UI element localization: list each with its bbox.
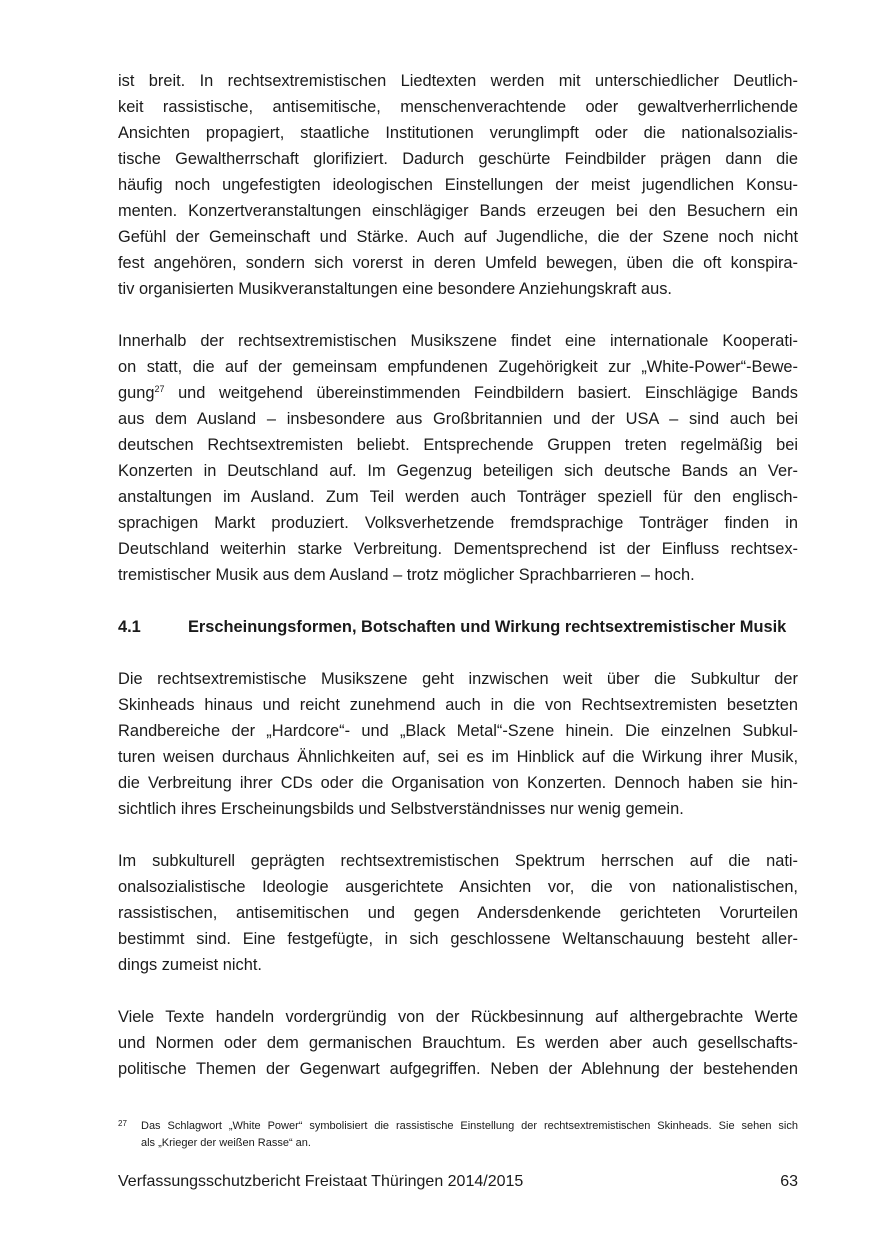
text-line: on statt, die auf der gemeinsam empfundenen Zugehörigkeit zur „White-Power“-Bewe- xyxy=(118,358,798,376)
text-line: Viele Texte handeln vordergründig von der Rückbesinnung auf althergebrachte Werte xyxy=(118,1008,798,1026)
text-line: Die rechtsextremistische Musikszene geht inzwischen weit über die Subkultur der xyxy=(118,670,798,688)
section-title: Erscheinungsformen, Botschaften und Wirkung rechtsextremistischer Musik xyxy=(188,618,787,636)
paragraph-1 xyxy=(118,68,798,302)
text-line: bestimmt sind. Eine festgefügte, in sich geschlossene Weltanschauung besteht aller- xyxy=(118,930,798,948)
text-line: Konzerten in Deutschland auf. Im Gegenzug beteiligen sich deutsche Bands an Ver- xyxy=(118,462,798,480)
text-line: sichtlich ihres Erscheinungsbilds und Selbstverständnisses nur wenig gemein. xyxy=(118,800,684,818)
text-fragment: und weitgehend übereinstimmenden Feindbildern basiert. Einschlägige Bands xyxy=(178,384,798,402)
text-line: und Normen oder dem germanischen Brauchtum. Es werden aber auch gesellschafts- xyxy=(118,1034,798,1052)
text-line: die Verbreitung ihrer CDs oder die Organisation von Konzerten. Dennoch haben sie hin- xyxy=(118,774,798,792)
footnote-line: als „Krieger der weißen Rasse“ an. xyxy=(141,1137,311,1149)
section-number: 4.1 xyxy=(118,618,141,636)
text-line: tremistischer Musik aus dem Ausland – trotz möglicher Sprachbarrieren – hoch. xyxy=(118,566,695,584)
text-line: Innerhalb der rechtsextremistischen Musikszene findet eine internationale Kooperati- xyxy=(118,332,798,350)
footnote-text xyxy=(141,1118,798,1152)
paragraph-2 xyxy=(118,328,798,588)
text-line: politische Themen der Gegenwart aufgegriffen. Neben der Ablehnung der bestehenden xyxy=(118,1060,798,1078)
text-line-with-footnote xyxy=(118,380,798,406)
paragraph-3 xyxy=(118,666,798,822)
footnote-number: 27 xyxy=(118,1119,127,1128)
text-line: keit rassistische, antisemitische, menschenverachtende oder gewaltverherrlichende xyxy=(118,98,798,116)
footer-title: Verfassungsschutzbericht Freistaat Thüringen 2014/2015 xyxy=(118,1173,524,1190)
text-line: Randbereiche der „Hardcore“- und „Black Metal“-Szene hinein. Die einzelnen Subkul- xyxy=(118,722,798,740)
text-line: rassistischen, antisemitischen und gegen Andersdenkende gerichteten Vorurteilen xyxy=(118,904,798,922)
text-line: aus dem Ausland – insbesondere aus Großbritannien und der USA – sind auch bei xyxy=(118,410,798,428)
text-line: tische Gewaltherrschaft glorifiziert. Dadurch geschürte Feindbilder prägen dann die xyxy=(118,150,798,168)
text-line: Deutschland weiterhin starke Verbreitung. Dementsprechend ist der Einfluss rechtsex- xyxy=(118,540,798,558)
text-line: Ansichten propagiert, staatliche Institutionen verunglimpft oder die nationalsozialis- xyxy=(118,124,798,142)
text-line: onalsozialistische Ideologie ausgerichtete Ansichten vor, die von nationalistischen, xyxy=(118,878,798,896)
page-number: 63 xyxy=(780,1173,798,1190)
text-fragment: gung xyxy=(118,384,155,402)
text-line: turen weisen durchaus Ähnlichkeiten auf, sei es im Hinblick auf die Wirkung ihrer Musik, xyxy=(118,748,798,766)
text-line: menten. Konzertveranstaltungen einschlägiger Bands erzeugen bei den Besuchern ein xyxy=(118,202,798,220)
section-heading xyxy=(118,614,798,640)
text-line: deutschen Rechtsextremisten beliebt. Entsprechende Gruppen treten regelmäßig bei xyxy=(118,436,798,454)
page-footer xyxy=(118,1171,798,1193)
footnote-line: Das Schlagwort „White Power“ symbolisiert die rassistische Einstellung der rechtsextremistischen Skinheads. Sie sehen sich xyxy=(141,1120,798,1132)
text-line: tiv organisierten Musikveranstaltungen eine besondere Anziehungskraft aus. xyxy=(118,280,672,298)
page-body xyxy=(118,68,798,1082)
footnote-reference[interactable]: 27 xyxy=(154,384,165,394)
text-line: häufig noch ungefestigten ideologischen Einstellungen der meist jugendlichen Konsu- xyxy=(118,176,798,194)
text-line: fest angehören, sondern sich vorerst in deren Umfeld bewegen, üben die oft konspira- xyxy=(118,254,798,272)
text-line: Gefühl der Gemeinschaft und Stärke. Auch auf Jugendliche, die der Szene noch nicht xyxy=(118,228,798,246)
text-line: Skinheads hinaus und reicht zunehmend auch in die von Rechtsextremisten besetzten xyxy=(118,696,798,714)
footnote xyxy=(118,1118,798,1152)
text-line: Im subkulturell geprägten rechtsextremistischen Spektrum herrschen auf die nati- xyxy=(118,852,798,870)
paragraph-4 xyxy=(118,848,798,978)
text-line: anstaltungen im Ausland. Zum Teil werden auch Tonträger speziell für den englisch- xyxy=(118,488,798,506)
text-line: sprachigen Markt produziert. Volksverhetzende fremdsprachige Tonträger finden in xyxy=(118,514,798,532)
text-line: ist breit. In rechtsextremistischen Liedtexten werden mit unterschiedlicher Deutlich- xyxy=(118,72,798,90)
paragraph-5 xyxy=(118,1004,798,1082)
text-line: dings zumeist nicht. xyxy=(118,956,262,974)
